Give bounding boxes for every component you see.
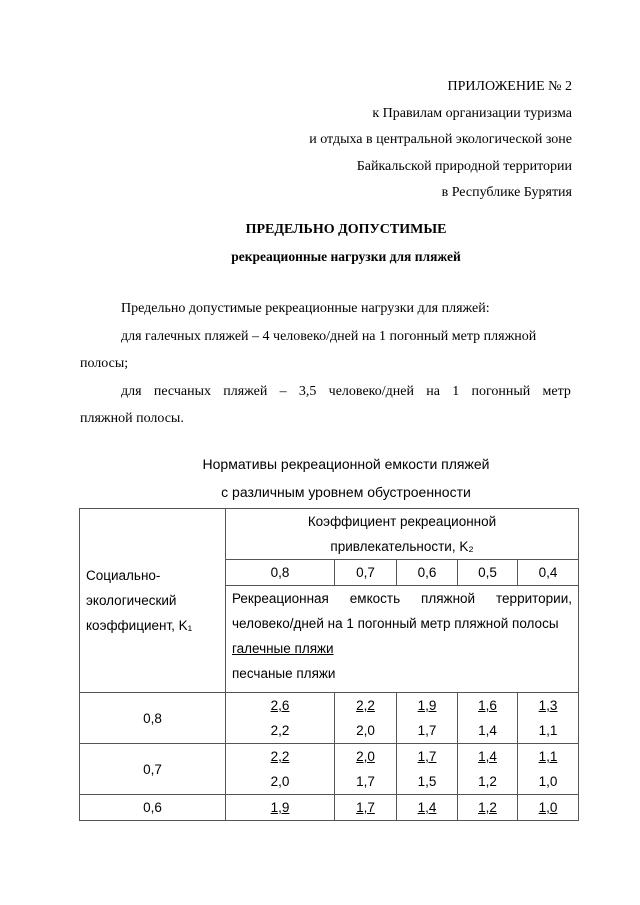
value-cell xyxy=(335,693,397,744)
k2-value: 0,8 xyxy=(270,565,290,580)
value-cell xyxy=(518,693,579,744)
word: 1 xyxy=(452,384,460,399)
pebble-value: 1,7 xyxy=(356,800,375,815)
k2-header-line: Коэффициент рекреационной xyxy=(307,514,497,529)
k1-header-line: коэффициент, K₁ xyxy=(86,618,193,633)
sandy-value: 1,7 xyxy=(417,723,437,738)
value-cell xyxy=(226,693,335,744)
k1-header-cell xyxy=(80,509,226,693)
document-subtitle: рекреационные нагрузки для пляжей xyxy=(231,249,461,264)
pebble-value: 1,1 xyxy=(538,749,558,764)
appendix-line: в Республике Бурятия xyxy=(441,185,572,201)
table-caption-2: с различным уровнем обустроенности xyxy=(221,484,471,500)
value-cell xyxy=(226,795,335,821)
k1-value: 0,8 xyxy=(143,710,162,726)
word: для xyxy=(121,384,142,399)
k1-value: 0,6 xyxy=(143,800,162,815)
k1-value: 0,7 xyxy=(143,761,162,777)
value-cell xyxy=(397,744,458,795)
word: метр xyxy=(542,384,571,399)
k2-value: 0,7 xyxy=(356,565,375,580)
appendix-line: Байкальской природной территории xyxy=(356,158,572,174)
sandy-value: 1,2 xyxy=(478,774,497,789)
value-cell xyxy=(518,795,579,821)
k2-value: 0,6 xyxy=(417,565,437,580)
table-header-row xyxy=(80,509,579,560)
appendix-line: к Правилам организации туризма xyxy=(372,105,572,121)
k2-value: 0,4 xyxy=(538,565,558,580)
document-title: ПРЕДЕЛЬНО ДОПУСТИМЫЕ xyxy=(245,222,447,237)
value-cell xyxy=(518,744,579,795)
value-cell xyxy=(397,693,458,744)
pebble-value: 1,4 xyxy=(478,749,497,764)
k2-header-cell xyxy=(226,509,579,560)
norms-table xyxy=(79,508,579,821)
sandy-beaches-label: песчаные пляжи xyxy=(232,666,336,681)
word: 3,5 xyxy=(298,384,317,399)
value-cell xyxy=(458,693,518,744)
word: Рекреационная xyxy=(232,591,329,606)
pebble-paragraph-cont: полосы; xyxy=(80,356,129,371)
pebble-value: 1,6 xyxy=(478,698,497,713)
pebble-value: 2,0 xyxy=(356,749,375,764)
pebble-value: 2,2 xyxy=(356,698,375,713)
table-caption: Нормативы рекреационной емкости пляжей xyxy=(202,456,490,472)
k1-header-line: Социально- xyxy=(86,568,161,583)
pebble-value: 1,9 xyxy=(417,698,437,713)
value-cell xyxy=(458,744,518,795)
value-cell xyxy=(458,795,518,821)
pebble-value: 1,7 xyxy=(417,749,437,764)
sandy-value: 1,7 xyxy=(356,774,375,789)
k1-header-line: экологический xyxy=(86,593,177,608)
table-row xyxy=(80,795,579,821)
appendix-line: и отдыха в центральной экологической зоне xyxy=(309,132,572,148)
sandy-paragraph-cont: пляжной полосы. xyxy=(80,411,184,426)
table-row xyxy=(80,693,579,744)
pebble-beaches-label: галечные пляжи xyxy=(232,641,334,656)
sandy-value: 1,4 xyxy=(478,723,497,738)
pebble-value: 2,6 xyxy=(270,698,290,713)
word: на xyxy=(426,384,440,399)
pebble-paragraph: для галечных пляжей – 4 человеко/дней на 1 погонный метр пляжной xyxy=(121,329,537,344)
pebble-value: 1,2 xyxy=(478,800,497,815)
word: песчаных xyxy=(153,384,211,399)
sandy-value: 1,0 xyxy=(538,774,558,789)
sandy-value: 2,0 xyxy=(356,723,375,738)
k2-value: 0,5 xyxy=(478,565,497,580)
word: территории, xyxy=(496,591,572,606)
appendix-line: ПРИЛОЖЕНИЕ № 2 xyxy=(447,79,572,94)
table-row xyxy=(80,744,579,795)
capacity-line-2: человеко/дней на 1 погонный метр пляжной полосы xyxy=(232,616,559,631)
word: емкость xyxy=(349,591,401,606)
capacity-line xyxy=(226,586,578,611)
pebble-value: 1,4 xyxy=(417,800,437,815)
word: погонный xyxy=(471,384,531,399)
word: человеко/дней xyxy=(328,384,414,399)
value-cell xyxy=(335,744,397,795)
sandy-paragraph xyxy=(121,384,571,400)
capacity-header-cell xyxy=(226,586,579,693)
value-cell xyxy=(226,744,335,795)
sandy-value: 1,1 xyxy=(538,723,558,738)
word: пляжей xyxy=(223,384,268,399)
pebble-value: 2,2 xyxy=(270,749,290,764)
value-cell xyxy=(397,795,458,821)
word: – xyxy=(279,384,287,399)
word: пляжной xyxy=(421,591,476,606)
pebble-value: 1,0 xyxy=(538,800,558,815)
sandy-value: 1,5 xyxy=(417,774,437,789)
sandy-value: 2,0 xyxy=(270,774,290,789)
pebble-value: 1,3 xyxy=(538,698,558,713)
pebble-value: 1,9 xyxy=(270,800,290,815)
appendix-header xyxy=(309,74,572,207)
k2-header-line: привлекательности, K₂ xyxy=(330,539,474,554)
intro-paragraph: Предельно допустимые рекреационные нагрузки для пляжей: xyxy=(121,301,490,316)
sandy-value: 2,2 xyxy=(270,723,290,738)
value-cell xyxy=(335,795,397,821)
